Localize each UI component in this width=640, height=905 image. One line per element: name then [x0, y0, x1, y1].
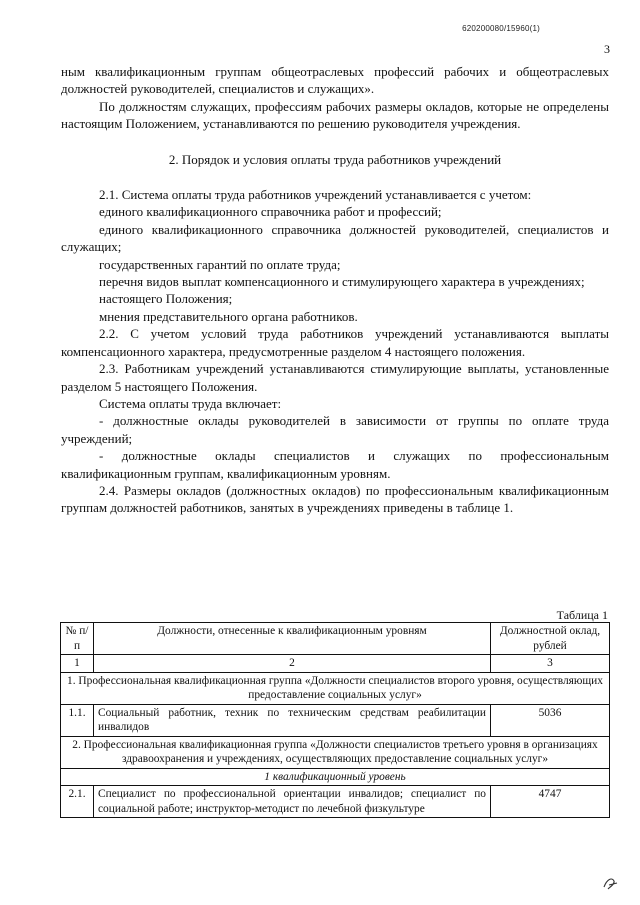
page-number: 3 [604, 42, 610, 56]
header-salary: Должностной оклад, рублей [491, 623, 610, 655]
table-level-row [61, 768, 610, 786]
list-item-2-1: единого квалификационного справочника должностей руководителей, специалистов и служащих; [61, 221, 609, 255]
paragraph-2-2: 2.2. С учетом условий труда работников учреждений устанавливаются выплаты компенсационного характера, предусмотренные разделом 4 настоящего положения. [61, 326, 609, 359]
row-number: 2.1. [61, 786, 94, 818]
table-row [61, 786, 610, 818]
paragraph-2-1: 2.1. Система оплаты труда работников учреждений устанавливается с учетом: [99, 187, 532, 203]
paragraph-2-3: 2.3. Работникам учреждений устанавливаются стимулирующие выплаты, установленные разделом 5 настоящего Положения. [61, 361, 609, 394]
row-positions: Специалист по профессиональной ориентации инвалидов; специалист по социальной работе; инструктор-методист по лечебной физкультуре [94, 786, 491, 818]
header-positions: Должности, отнесенные к квалификационным уровням [94, 623, 491, 655]
table-row [61, 704, 610, 736]
list-item-2-1: настоящего Положения; [99, 291, 233, 307]
column-number: 3 [491, 655, 610, 673]
paragraph-intro-continuation: ным квалификационным группам общеотраслевых профессий рабочих и общеотраслевых должностей руководителей, специалистов и служащих». [61, 64, 609, 97]
row-number: 1.1. [61, 704, 94, 736]
list-item-2-1: государственных гарантий по оплате труда; [99, 256, 341, 272]
document-code: 620200080/15960(1) [462, 24, 540, 33]
group-1-title: 1. Профессиональная квалификационная группа «Должности специалистов второго уровня, осуществляющих предоставление социальных услуг» [61, 672, 610, 704]
group-2-title: 2. Профессиональная квалификационная группа «Должности специалистов третьего уровня в организациях здравоохранения и учреждениях, осуществляющих предоставление социальных услуг» [61, 736, 610, 768]
list-item-2-1: перечня видов выплат компенсационного и стимулирующего характера в учреждениях; [99, 274, 585, 290]
table-caption: Таблица 1 [556, 608, 608, 622]
paragraph-system-intro: Система оплаты труда включает: [99, 395, 282, 411]
column-number: 1 [61, 655, 94, 673]
header-num: № п/п [61, 623, 94, 655]
salary-table [60, 622, 610, 818]
row-salary: 5036 [491, 704, 610, 736]
qualification-level-1: 1 квалификационный уровень [61, 768, 610, 786]
paragraph-2-4: 2.4. Размеры окладов (должностных окладов) по профессиональным квалификационным группам должностей работников, занятых в учреждениях приведены в таблице 1. [61, 482, 609, 516]
row-positions: Социальный работник, техник по техническим средствам реабилитации инвалидов [94, 704, 491, 736]
section-2-title: 2. Порядок и условия оплаты труда работников учреждений [168, 151, 502, 167]
table-group-row [61, 736, 610, 768]
table-column-numbers-row [61, 655, 610, 673]
handwritten-mark-icon [600, 873, 622, 893]
row-salary: 4747 [491, 786, 610, 818]
document-body [61, 63, 609, 517]
list-item-2-1: мнения представительного органа работников. [99, 308, 358, 324]
table-group-row [61, 672, 610, 704]
paragraph-undefined-salaries: По должностям служащих, профессиям рабочих размеры окладов, которые не определены настоящим Положением, устанавливаются по решению руководителя учреждения. [61, 98, 609, 132]
list-item-system: - должностные оклады руководителей в зависимости от группы по оплате труда учреждений; [61, 413, 609, 446]
table-header-row [61, 623, 610, 655]
column-number: 2 [94, 655, 491, 673]
list-item-system: - должностные оклады специалистов и служащих по профессиональным квалификационным группам, квалификационным уровням. [61, 448, 609, 481]
list-item-2-1: единого квалификационного справочника работ и профессий; [99, 204, 442, 220]
